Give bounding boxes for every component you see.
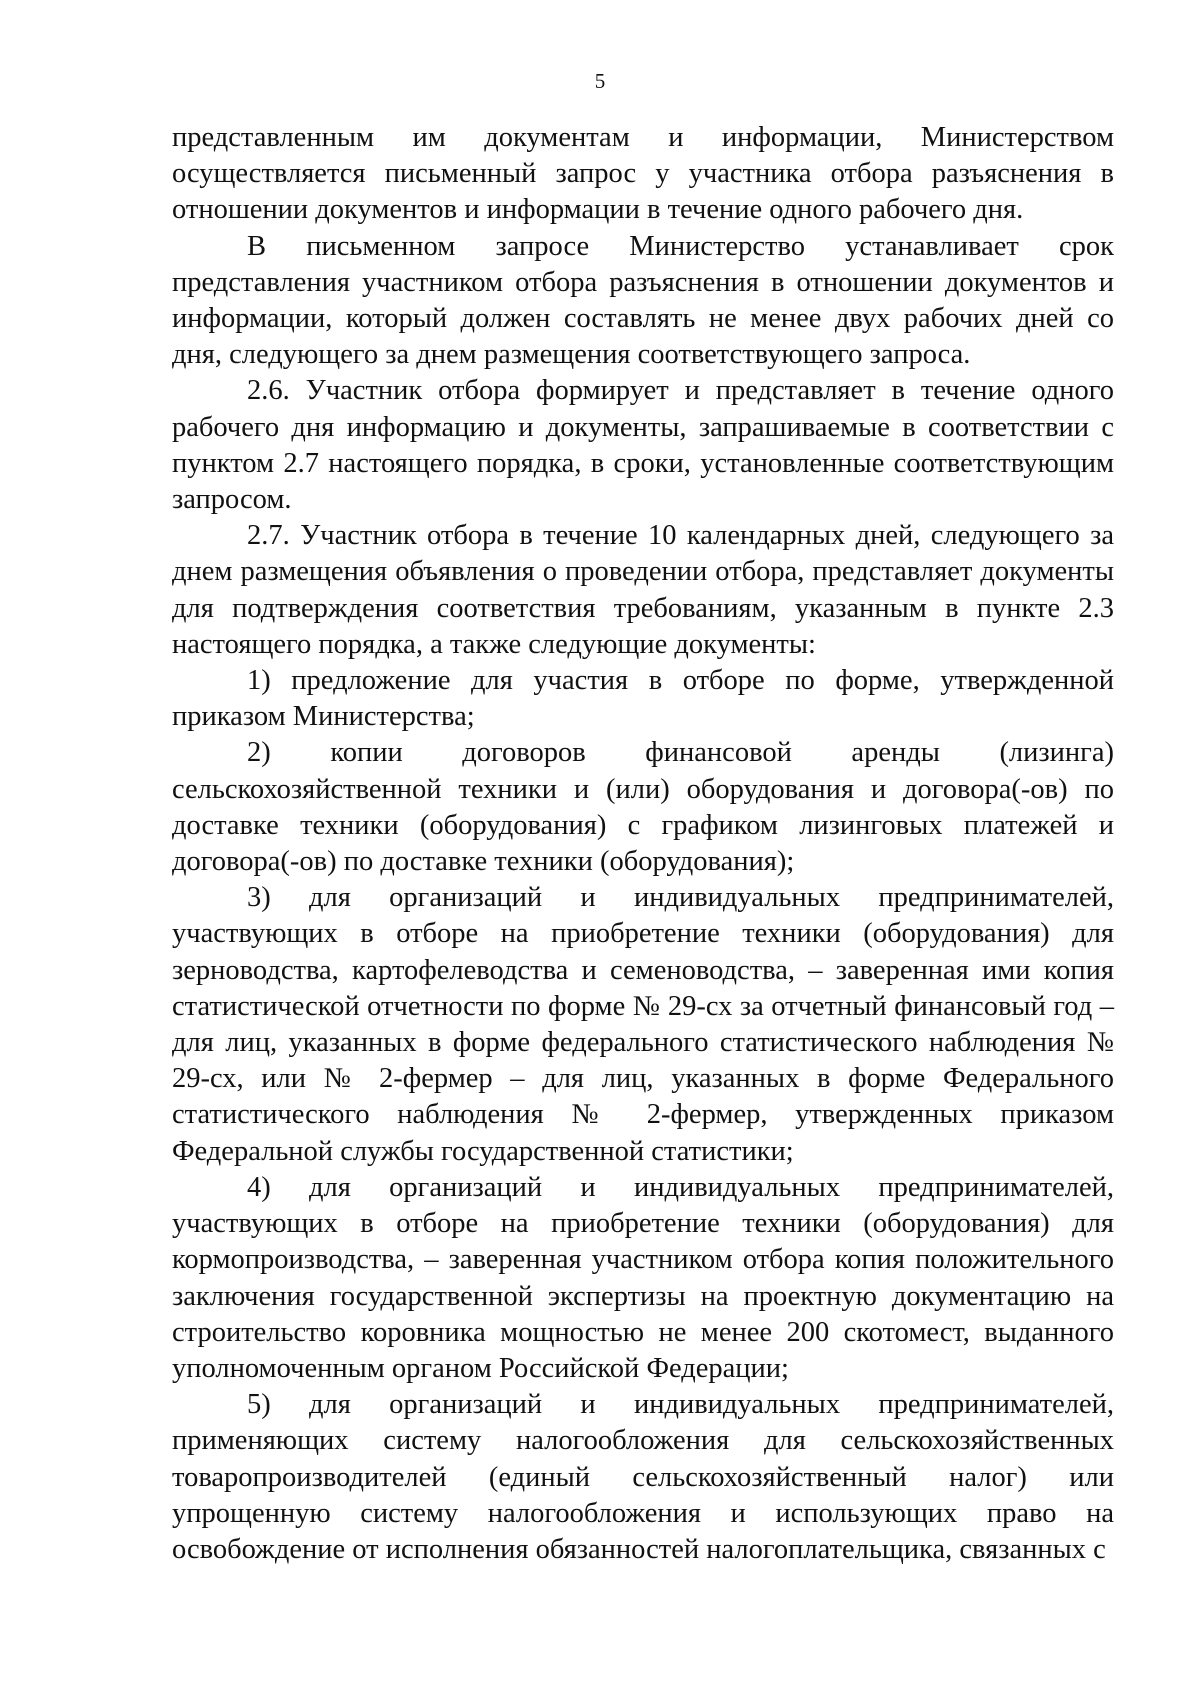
list-item-2: 2) копии договоров финансовой аренды (лизинга) сельскохозяйственной техники и (или) оборудования и договора(-ов) по доставке техники (оборудования) с графиком лизинговых платежей и договора(-ов) по доставке техники (оборудования); [172,737,1114,878]
paragraph-2-7: 2.7. Участник отбора в течение 10 календарных дней, следующего за днем размещения объявления о проведении отбора, представляет документы для подтверждения соответствия требованиям, указанным в пункте 2.3 настоящего порядка, а также следующие документы: [172,520,1114,660]
document-body [172,120,1114,1568]
list-item-3: 3) для организаций и индивидуальных предпринимателей, участвующих в отборе на приобретение техники (оборудования) для зерноводства, картофелеводства и семеноводства, – заверенная ими копия статистической отчетности по форме № 29-сх за отчетный финансовый год – для лиц, указанных в форме федерального статистического наблюдения № 29-сх, или № 2-фермер – для лиц, указанных в форме Федерального статистического наблюдения № 2-фермер, утвержденных приказом Федеральной службы государственной статистики; [172,882,1114,1167]
page-number: 5 [594,69,606,93]
list-item-4: 4) для организаций и индивидуальных предпринимателей, участвующих в отборе на приобретение техники (оборудования) для кормопроизводства, – заверенная участником отбора копия положительного заключения государственной экспертизы на проектную документацию на строительство коровника мощностью не менее 200 скотомест, выданного уполномоченным органом Российской Федерации; [172,1171,1114,1384]
list-item-5: 5) для организаций и индивидуальных предпринимателей, применяющих систему налогообложения для сельскохозяйственных товаропроизводителей (единый сельскохозяйственный налог) или упрощенную систему налогообложения и использующих право на освобождение от исполнения обязанностей налогоплательщика, связанных с [172,1389,1114,1565]
list-item-1: 1) предложение для участия в отборе по форме, утвержденной приказом Министерства; [172,665,1114,733]
paragraph-clarification-request: В письменном запросе Министерство устанавливает срок представления участником отбора разъяснения в отношении документов и информации, который должен составлять не менее двух рабочих дней со дня, следующего за днем размещения соответствующего запроса. [172,230,1114,371]
paragraph-2-6: 2.6. Участник отбора формирует и представляет в течение одного рабочего дня информацию и документы, запрашиваемые в соответствии с пунктом 2.7 настоящего порядка, в сроки, установленные соответствующим запросом. [172,375,1114,516]
paragraph-continuation: представленным им документам и информации, Министерством осуществляется письменный запрос у участника отбора разъяснения в отношении документов и информации в течение одного рабочего дня. [172,122,1114,226]
